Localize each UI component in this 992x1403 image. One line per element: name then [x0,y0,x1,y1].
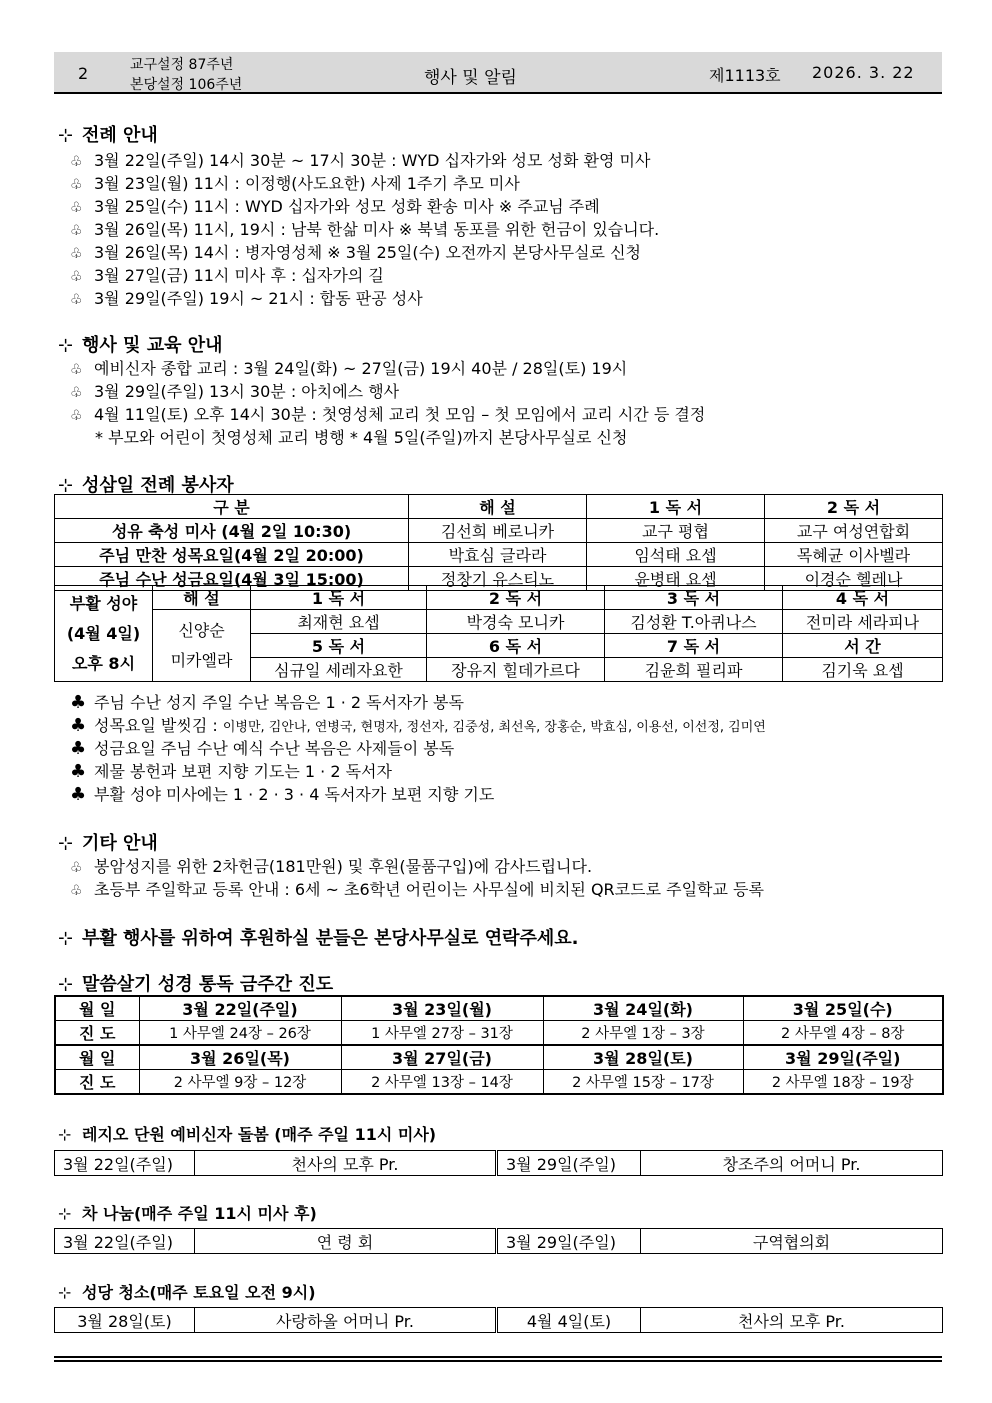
tea-table [54,1228,943,1254]
commentator-header: 해 설 [153,586,251,610]
header-cell: 7 독 서 [605,634,783,658]
note-item [70,713,766,736]
group-cell: 구역협의회 [641,1229,943,1254]
item-text: 3월 23일(월) 11시 : 이정행(사도요한) 사제 1주기 추모 미사 [94,174,520,193]
section-bible-heading [58,970,333,996]
progress-cell: 2 사무엘 18장 – 19장 [743,1070,943,1095]
group-cell: 천사의 모후 Pr. [641,1308,943,1333]
mass-label: 성유 축성 미사 (4월 2일 10:30) [55,519,409,543]
section-mark-icon: ⊹ [58,335,74,356]
section-mark-icon: ⊹ [58,475,74,496]
progress-cell: 2 사무엘 1장 – 3장 [543,1021,743,1046]
vigil-label [55,586,153,682]
footer-rule [54,1356,942,1358]
list-item [70,877,764,900]
clover-icon: ♧ [70,385,83,401]
club-icon: ♣ [70,692,87,713]
item-text: 3월 29일(주일) 19시 ~ 21시 : 합동 판공 성사 [94,289,423,308]
list-item [70,240,641,263]
name-line: 미카엘라 [170,650,233,670]
section-title: 성삼일 전례 봉사자 [82,475,234,496]
list-item [70,379,399,402]
date-cell: 3월 22일(주일) [55,1151,195,1176]
clover-icon: ♧ [70,177,83,193]
section-title: 차 나눔(매주 주일 11시 미사 후) [82,1204,317,1223]
row-label: 진 도 [55,1021,139,1046]
clover-icon: ♧ [70,200,83,216]
day-cell: 3월 22일(주일) [139,996,341,1021]
day-cell: 3월 23일(월) [341,996,543,1021]
table-cell: 장유지 힐데가르다 [427,658,605,682]
header-cell: 2 독 서 [427,586,605,610]
section-mark-icon: ⊹ [58,1204,72,1223]
section-tea-heading [58,1201,317,1224]
page-number: 2 [78,64,89,83]
table-cell: 심규일 세레자요한 [251,658,427,682]
date-cell: 4월 4일(토) [497,1308,641,1333]
table-cell: 전미라 세라피나 [783,610,943,634]
header-cell: 3 독 서 [605,586,783,610]
note-text: 주님 수난 성지 주일 수난 복음은 1 · 2 독서자가 봉독 [94,693,464,712]
item-text: 3월 26일(목) 11시, 19시 : 남북 한삶 미사 ※ 북녘 동포를 위한 헌금이 있습니다. [94,220,660,239]
support-notice [58,924,579,950]
item-text: 봉암성지를 위한 2차헌금(181만원) 및 후원(물품구입)에 감사드립니다. [94,857,593,876]
table-cell: 김윤희 필리파 [605,658,783,682]
progress-cell: 2 사무엘 15장 – 17장 [543,1070,743,1095]
section-title: 성당 청소(매주 토요일 오전 9시) [82,1283,316,1302]
item-text: 예비신자 종합 교리 : 3월 24일(화) ~ 27일(금) 19시 40분 / 28일(토) 19시 [94,359,628,378]
list-item [70,356,627,379]
section-mark-icon: ⊹ [58,974,74,995]
note-item [70,759,392,782]
table-row [55,543,943,567]
day-cell: 3월 27일(금) [341,1045,543,1070]
section-mark-icon: ⊹ [58,833,74,854]
note-text: 제물 봉헌과 보편 지향 기도는 1 · 2 독서자 [94,762,392,781]
section-mark-icon: ⊹ [58,1125,72,1144]
easter-vigil-table [54,585,943,682]
day-cell: 3월 24일(화) [543,996,743,1021]
header-cell: 1 독 서 [251,586,427,610]
note-item [70,782,494,805]
diocese-anniversary: 교구설정 87주년 [130,57,234,73]
list-item [70,171,520,194]
header-cell: 5 독 서 [251,634,427,658]
item-text: 3월 22일(주일) 14시 30분 ~ 17시 30분 : WYD 십자가와 성모 성화 환영 미사 [94,151,651,170]
item-text: 4월 11일(토) 오후 14시 30분 : 첫영성체 교리 첫 모임 – 첫 모임에서 교리 시간 등 결정 [94,405,706,424]
clover-icon: ♧ [70,883,83,899]
date-cell: 3월 29일(주일) [497,1229,641,1254]
section-liturgy-heading [58,121,158,147]
day-cell: 3월 25일(수) [743,996,943,1021]
section-title: 말씀살기 성경 통독 금주간 진도 [82,974,334,995]
table-cell: 최재현 요셉 [251,610,427,634]
clover-icon: ♧ [70,860,83,876]
cleaning-table [54,1307,943,1333]
date-cell: 3월 28일(토) [55,1308,195,1333]
note-text: 성목요일 발씻김 : [94,716,223,735]
vigil-label-line: (4월 4일) [66,623,141,643]
table-cell: 박효심 글라라 [409,543,587,567]
club-icon: ♣ [70,761,87,782]
legio-table [54,1150,943,1176]
group-cell: 창조주의 어머니 Pr. [641,1151,943,1176]
header-cell: 해 설 [409,495,587,519]
table-cell: 박경숙 모니카 [427,610,605,634]
table-cell: 이경순 헬레나 [765,567,943,591]
issue-date: 2026. 3. 22 [812,63,915,82]
progress-cell: 2 사무엘 13장 – 14장 [341,1070,543,1095]
note-text: 성금요일 주님 수난 예식 수난 복음은 사제들이 봉독 [94,739,455,758]
item-text: 초등부 주일학교 등록 안내 : 6세 ~ 초6학년 어린이는 사무실에 비치된 QR코드로 주일학교 등록 [94,880,764,899]
events-note: * 부모와 어린이 첫영성체 교리 병행 * 4월 5일(주일)까지 본당사무실로 신청 [95,428,628,447]
row-label: 월 일 [55,996,139,1021]
page-title: 행사 및 알림 [424,68,517,88]
mass-label: 주님 만찬 성목요일(4월 2일 20:00) [55,543,409,567]
list-item [70,217,659,240]
table-row [55,519,943,543]
table-header-row [55,495,943,519]
section-mark-icon: ⊹ [58,125,74,146]
clover-icon: ♧ [70,246,83,262]
group-cell: 사랑하올 어머니 Pr. [195,1308,497,1333]
group-cell: 천사의 모후 Pr. [195,1151,497,1176]
item-text: 3월 26일(목) 14시 : 병자영성체 ※ 3월 25일(수) 오전까지 본당사무실로 신청 [94,243,642,262]
table-cell: 윤병태 요셉 [587,567,765,591]
vigil-label-line: 부활 성야 [69,593,138,613]
day-cell: 3월 28일(토) [543,1045,743,1070]
group-cell: 연 령 회 [195,1229,497,1254]
item-text: 3월 27일(금) 11시 미사 후 : 십자가의 길 [94,266,384,285]
bible-reading-table [54,995,944,1095]
parish-anniversary: 본당설정 106주년 [130,77,243,93]
note-text: 부활 성야 미사에는 1 · 2 · 3 · 4 독서자가 보편 지향 기도 [94,785,495,804]
list-item [70,263,384,286]
foot-washing-names: 이병만, 김안나, 연병국, 현명자, 정선자, 김중성, 최선옥, 장홍순, 박효심, 이용선, 이선정, 김미연 [222,720,766,735]
day-cell: 3월 29일(주일) [743,1045,943,1070]
item-text: 3월 29일(주일) 13시 30분 : 아치에스 행사 [94,382,400,401]
section-etc-heading [58,829,158,855]
newsletter-header [54,52,942,94]
club-icon: ♣ [70,784,87,805]
table-cell: 임석태 요셉 [587,543,765,567]
table-cell: 교구 여성연합회 [765,519,943,543]
section-legio-heading [58,1122,436,1145]
date-cell: 3월 22일(주일) [55,1229,195,1254]
note-item [70,690,464,713]
list-item [70,286,423,309]
list-item [70,194,600,217]
row-label: 진 도 [55,1070,139,1095]
section-events-heading [58,331,223,357]
clover-icon: ♧ [70,269,83,285]
issue-number: 제1113호 [709,66,781,85]
support-text: 부활 행사를 위하여 후원하실 분들은 본당사무실로 연락주세요. [82,928,579,949]
club-icon: ♣ [70,738,87,759]
club-icon: ♣ [70,715,87,736]
commentator-name [153,610,251,682]
row-label: 월 일 [55,1045,139,1070]
list-item [70,148,650,171]
list-item [70,854,592,877]
vigil-label-line: 오후 8시 [71,653,136,673]
clover-icon: ♧ [70,223,83,239]
table-cell: 목혜균 이사벨라 [765,543,943,567]
section-cleaning-heading [58,1280,316,1303]
section-title: 레지오 단원 예비신자 돌봄 (매주 주일 11시 미사) [82,1125,437,1144]
header-cell: 1 독 서 [587,495,765,519]
note-item [70,736,454,759]
section-mark-icon: ⊹ [58,928,74,949]
progress-cell: 2 사무엘 9장 – 12장 [139,1070,341,1095]
date-cell: 3월 29일(주일) [497,1151,641,1176]
header-cell: 6 독 서 [427,634,605,658]
name-line: 신양순 [178,620,225,640]
table-cell: 교구 평협 [587,519,765,543]
footer-rule [54,1360,942,1362]
progress-cell: 1 사무엘 24장 – 26장 [139,1021,341,1046]
header-cell: 4 독 서 [783,586,943,610]
section-mark-icon: ⊹ [58,1283,72,1302]
list-item [70,402,705,425]
day-cell: 3월 26일(목) [139,1045,341,1070]
clover-icon: ♧ [70,154,83,170]
table-cell: 김기욱 요셉 [783,658,943,682]
table-cell: 김성환 T.아퀴나스 [605,610,783,634]
progress-cell: 2 사무엘 4장 – 8장 [743,1021,943,1046]
table-cell: 정창기 유스티노 [409,567,587,591]
item-text: 3월 25일(수) 11시 : WYD 십자가와 성모 성화 환송 미사 ※ 주교님 주례 [94,197,600,216]
progress-cell: 1 사무엘 27장 – 31장 [341,1021,543,1046]
header-cell: 구 분 [55,495,409,519]
section-title: 전례 안내 [82,125,158,146]
clover-icon: ♧ [70,362,83,378]
clover-icon: ♧ [70,408,83,424]
header-cell: 2 독 서 [765,495,943,519]
section-title: 기타 안내 [82,833,158,854]
mass-label: 주님 수난 성금요일(4월 3일 15:00) [55,567,409,591]
header-cell: 서 간 [783,634,943,658]
section-title: 행사 및 교육 안내 [82,335,223,356]
clover-icon: ♧ [70,292,83,308]
triduum-table [54,494,943,591]
table-cell: 김선희 베로니카 [409,519,587,543]
